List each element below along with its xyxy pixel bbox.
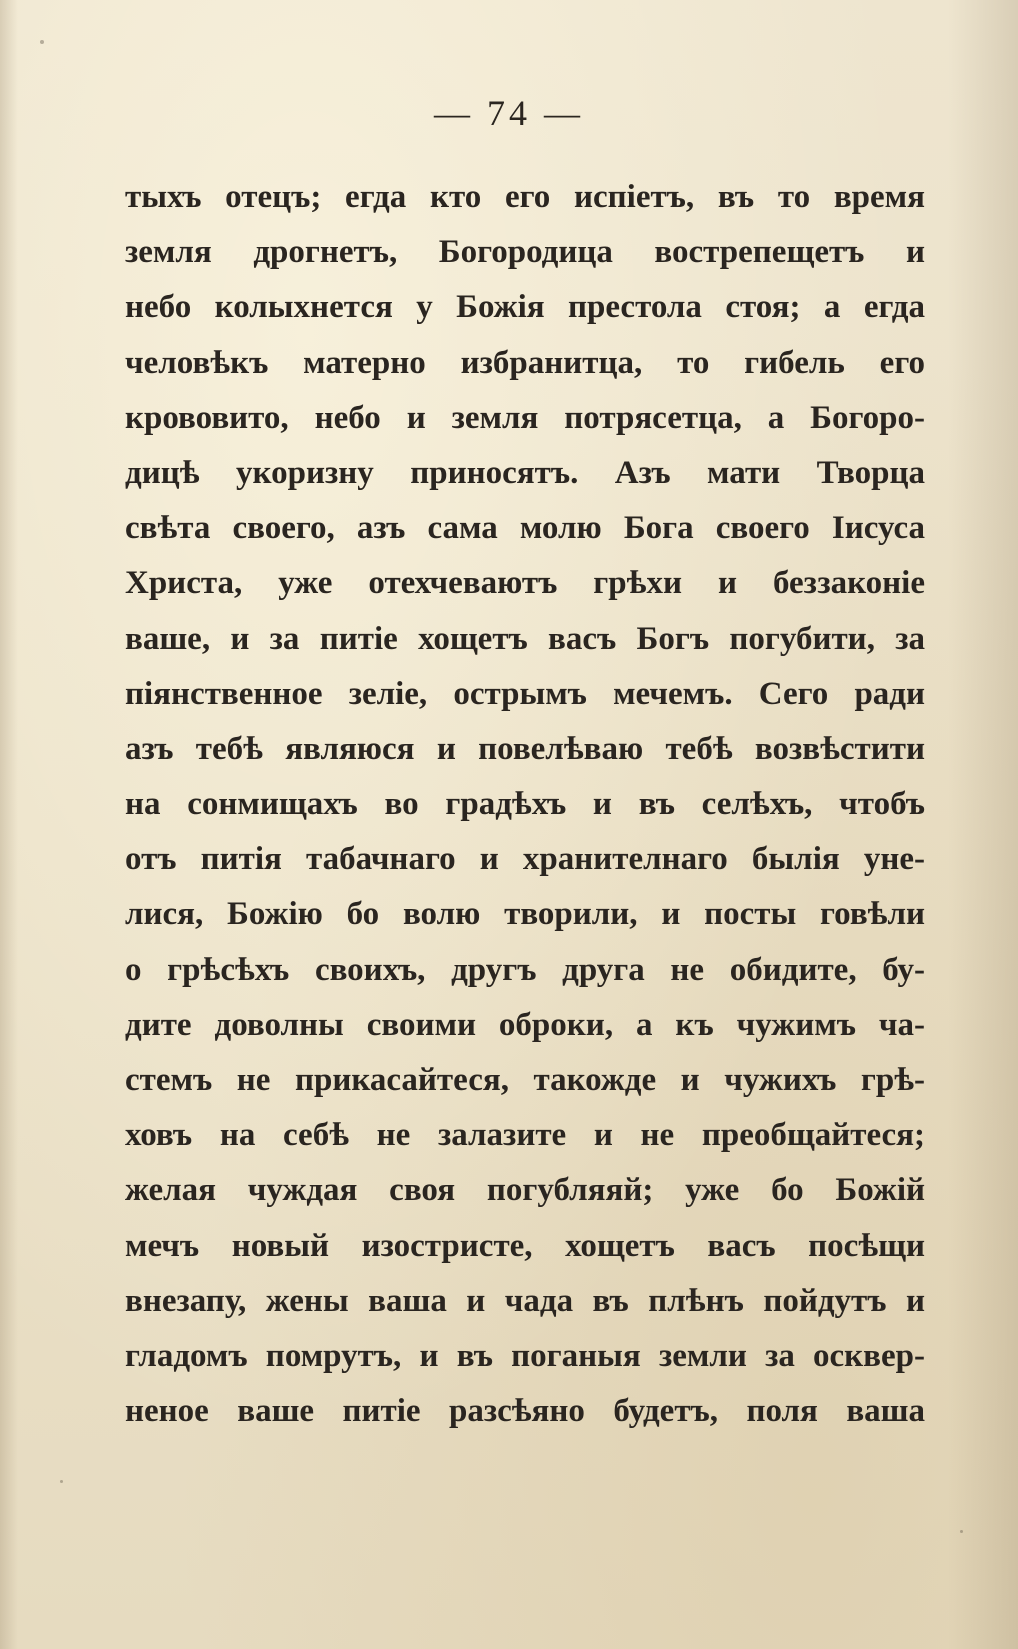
- page-number: — 74 —: [434, 93, 584, 133]
- text-line: желая чуждая своя погубляяй; уже бо Божій: [125, 1172, 925, 1209]
- text-line: лися, Божію бо волю творили, и посты говѣли: [125, 896, 925, 933]
- text-line: крововито, небо и земля потрясетца, а Богоро-: [125, 399, 925, 436]
- text-line: неное ваше питіе разсѣяно будетъ, поля ваша: [125, 1393, 925, 1430]
- body-text: [125, 170, 925, 1439]
- text-line: о грѣсѣхъ своихъ, другъ друга не обидите, бу-: [125, 951, 925, 988]
- text-line: внезапу, жены ваша и чада въ плѣнъ пойдутъ и: [125, 1282, 925, 1319]
- text-line: стемъ не прикасайтеся, такожде и чужихъ грѣ-: [125, 1062, 925, 1098]
- page-right-edge-shadow: [948, 0, 1018, 1649]
- text-line: Христа, уже отехчеваютъ грѣхи и беззаконіе: [125, 565, 925, 602]
- text-line: дицѣ укоризну приносятъ. Азъ мати Творца: [125, 454, 925, 491]
- text-line: земля дрогнетъ, Богородица вострепещетъ и: [125, 234, 925, 271]
- text-line: азъ тебѣ являюся и повелѣваю тебѣ возвѣстити: [125, 730, 925, 767]
- text-line: тыхъ отецъ; егда кто его испіетъ, въ то время: [125, 179, 925, 215]
- text-line: свѣта своего, азъ сама молю Бога своего Іисуса: [125, 510, 925, 547]
- text-line: піянственное зеліе, острымъ мечемъ. Сего ради: [125, 675, 925, 712]
- text-line: на сонмищахъ во градѣхъ и въ селѣхъ, чтобъ: [125, 786, 925, 823]
- paper-speck: [960, 1530, 963, 1533]
- text-line: небо колыхнется у Божія престола стоя; а егда: [125, 289, 925, 326]
- text-line: человѣкъ матерно избранитца, то гибель его: [125, 344, 925, 381]
- paper-speck: [60, 1480, 63, 1483]
- text-line: мечъ новый изостристе, хощетъ васъ посѣщи: [125, 1227, 925, 1264]
- text-line: ваше, и за питіе хощетъ васъ Богъ погубити, за: [125, 620, 925, 657]
- text-line: отъ питія табачнаго и хранителнаго былія уне-: [125, 841, 925, 878]
- text-line: дите доволны своими оброки, а къ чужимъ ча-: [125, 1006, 925, 1043]
- text-line: гладомъ помрутъ, и въ поганыя земли за осквер-: [125, 1337, 925, 1374]
- text-line: ховъ на себѣ не залазите и не преобщайтеся;: [125, 1117, 925, 1154]
- paper-speck: [40, 40, 44, 44]
- page-left-edge-shadow: [0, 0, 18, 1649]
